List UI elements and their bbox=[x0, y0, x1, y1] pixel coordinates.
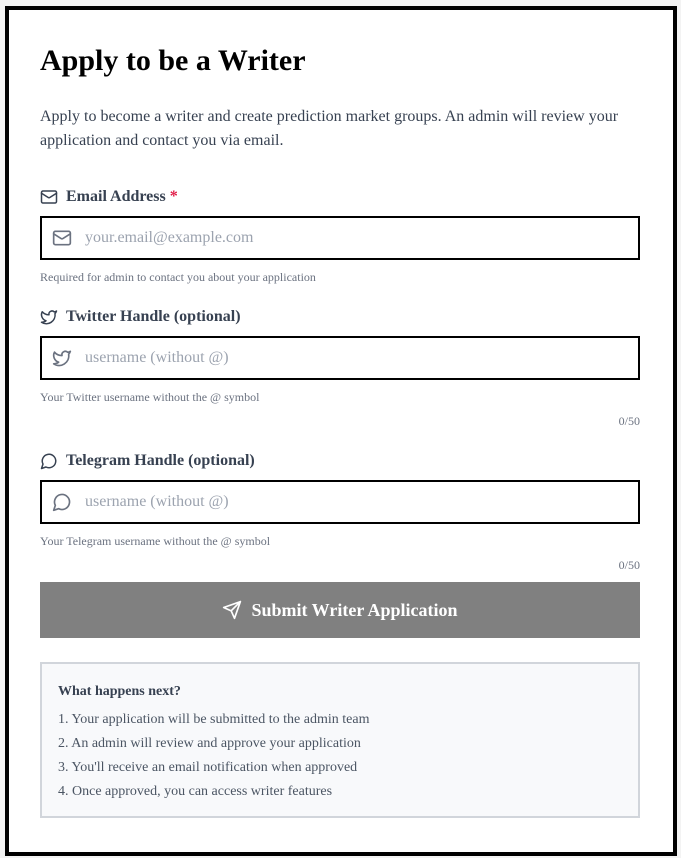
twitter-icon bbox=[40, 308, 58, 326]
telegram-input[interactable] bbox=[83, 492, 638, 512]
twitter-help-text: Your Twitter username without the @ symbol bbox=[40, 390, 260, 404]
mail-icon bbox=[52, 227, 74, 249]
next-steps-list bbox=[58, 708, 622, 804]
next-step-item: 1. Your application will be submitted to the admin team bbox=[58, 712, 370, 727]
required-marker: * bbox=[169, 188, 178, 205]
telegram-field-group bbox=[40, 450, 640, 572]
next-step-item: 2. An admin will review and approve your application bbox=[58, 736, 361, 751]
send-icon bbox=[222, 600, 242, 620]
message-circle-icon bbox=[52, 491, 74, 513]
twitter-label bbox=[40, 306, 640, 328]
telegram-help-text: Your Telegram username without the @ symbol bbox=[40, 534, 271, 548]
next-steps-title: What happens next? bbox=[58, 684, 181, 699]
email-field-group bbox=[40, 186, 640, 284]
writer-application-card bbox=[5, 6, 677, 856]
twitter-input[interactable] bbox=[83, 348, 638, 368]
twitter-char-counter: 0/50 bbox=[618, 414, 640, 428]
message-circle-icon bbox=[40, 452, 58, 470]
next-steps-panel bbox=[40, 662, 640, 818]
telegram-char-counter: 0/50 bbox=[618, 558, 640, 572]
twitter-label-text: Twitter Handle (optional) bbox=[66, 308, 241, 325]
telegram-label bbox=[40, 450, 640, 472]
twitter-field-group bbox=[40, 306, 640, 428]
submit-application-button[interactable] bbox=[40, 582, 640, 638]
twitter-icon bbox=[52, 347, 74, 369]
telegram-input-wrapper[interactable] bbox=[40, 480, 640, 524]
next-step-item: 3. You'll receive an email notification when approved bbox=[58, 760, 358, 775]
mail-icon bbox=[40, 188, 58, 206]
submit-button-label: Submit Writer Application bbox=[251, 599, 458, 620]
email-label bbox=[40, 186, 640, 208]
email-label-text: Email Address bbox=[66, 188, 166, 205]
twitter-input-wrapper[interactable] bbox=[40, 336, 640, 380]
page-title: Apply to be a Writer bbox=[40, 44, 306, 77]
intro-text: Apply to become a writer and create prediction market groups. An admin will review your application and contact you via email. bbox=[40, 108, 619, 149]
email-help-text: Required for admin to contact you about your application bbox=[40, 270, 316, 284]
telegram-label-text: Telegram Handle (optional) bbox=[66, 452, 255, 469]
next-step-item: 4. Once approved, you can access writer features bbox=[58, 784, 333, 799]
email-input-wrapper[interactable] bbox=[40, 216, 640, 260]
email-input[interactable] bbox=[83, 228, 638, 248]
